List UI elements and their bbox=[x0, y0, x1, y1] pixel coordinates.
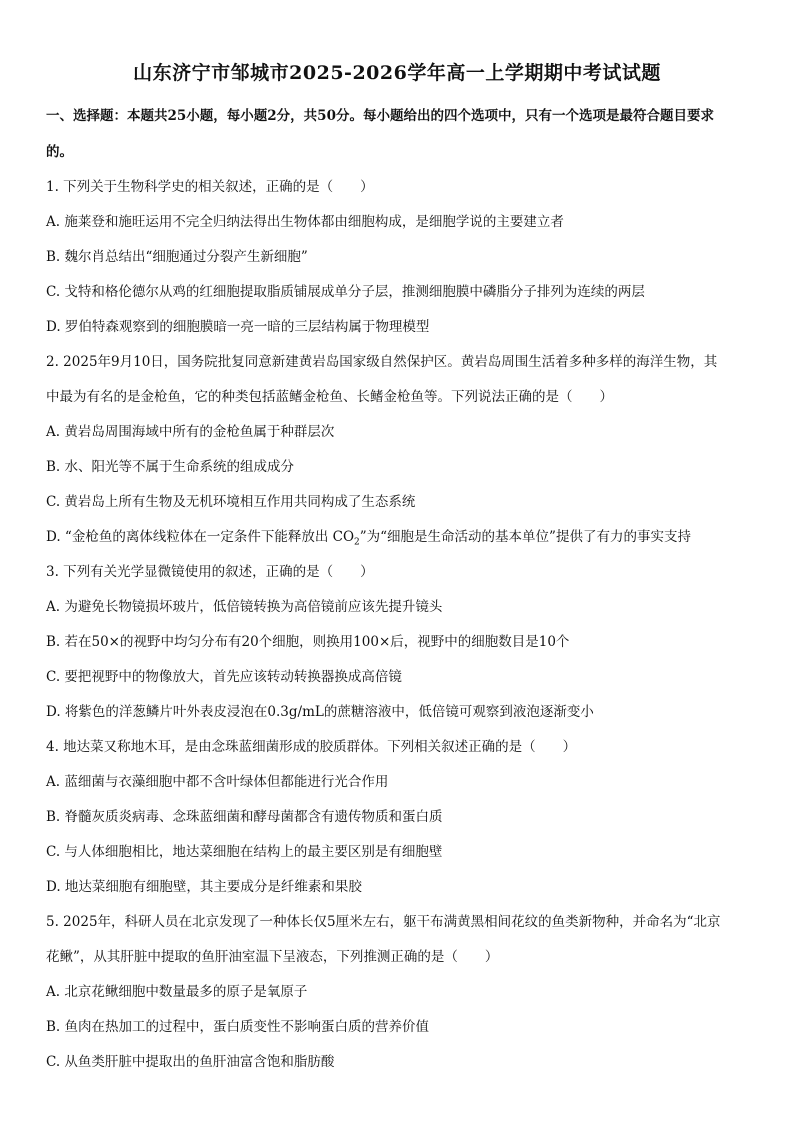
option-d-text-pre: D. “金枪鱼的离体线粒体在一定条件下能释放出 CO bbox=[46, 529, 355, 545]
question-5 bbox=[46, 905, 748, 1080]
section-instructions-line2: 的。 bbox=[46, 144, 73, 160]
option-a: A. 蓝细菌与衣藻细胞中都不含叶绿体但都能进行光合作用 bbox=[46, 774, 389, 790]
option-a: A. 施莱登和施旺运用不完全归纳法得出生物体都由细胞构成，是细胞学说的主要建立者 bbox=[46, 214, 564, 230]
question-stem-line2: 花鳅”，从其肝脏中提取的鱼肝油室温下呈液态，下列推测正确的是（ ） bbox=[46, 949, 499, 965]
question-1 bbox=[46, 170, 748, 345]
option-b: B. 水、阳光等不属于生命系统的组成成分 bbox=[46, 459, 295, 475]
question-stem: 1. 下列关于生物科学史的相关叙述，正确的是（ ） bbox=[46, 179, 374, 195]
option-c: C. 戈特和格伦德尔从鸡的红细胞提取脂质铺展成单分子层，推测细胞膜中磷脂分子排列为连续的两层 bbox=[46, 284, 645, 300]
option-b: B. 脊髓灰质炎病毒、念珠蓝细菌和酵母菌都含有遗传物质和蛋白质 bbox=[46, 809, 443, 825]
option-b: B. 鱼肉在热加工的过程中，蛋白质变性不影响蛋白质的营养价值 bbox=[46, 1019, 430, 1035]
option-c: C. 黄岩岛上所有生物及无机环境相互作用共同构成了生态系统 bbox=[46, 494, 416, 510]
option-b: B. 若在50×的视野中均匀分布有20个细胞，则换用100×后，视野中的细胞数目是10个 bbox=[46, 634, 570, 650]
question-stem: 4. 地达菜又称地木耳，是由念珠蓝细菌形成的胶质群体。下列相关叙述正确的是（ ） bbox=[46, 739, 577, 755]
option-d-subscript: 2 bbox=[354, 537, 360, 548]
option-a: A. 为避免长物镜损坏玻片，低倍镜转换为高倍镜前应该先提升镜头 bbox=[46, 599, 443, 615]
question-2 bbox=[46, 345, 748, 555]
option-a: A. 黄岩岛周围海域中所有的金枪鱼属于种群层次 bbox=[46, 424, 335, 440]
option-d bbox=[46, 520, 748, 555]
question-4 bbox=[46, 730, 748, 905]
option-c: C. 要把视野中的物像放大，首先应该转动转换器换成高倍镜 bbox=[46, 669, 402, 685]
option-c: C. 与人体细胞相比，地达菜细胞在结构上的最主要区别是有细胞壁 bbox=[46, 844, 443, 860]
question-stem-line2: 中最为有名的是金枪鱼，它的种类包括蓝鳍金枪鱼、长鳍金枪鱼等。下列说法正确的是（ ） bbox=[46, 389, 613, 405]
question-stem: 3. 下列有关光学显微镜使用的叙述，正确的是（ ） bbox=[46, 564, 374, 580]
option-a: A. 北京花鳅细胞中数量最多的原子是氧原子 bbox=[46, 984, 308, 1000]
option-d: D. 将紫色的洋葱鳞片叶外表皮浸泡在0.3g/mL的蔗糖溶液中，低倍镜可观察到液泡逐渐变小 bbox=[46, 704, 594, 720]
option-c: C. 从鱼类肝脏中提取出的鱼肝油富含饱和脂肪酸 bbox=[46, 1054, 335, 1070]
option-b: B. 魏尔肖总结出“细胞通过分裂产生新细胞” bbox=[46, 249, 308, 265]
exam-title: 山东济宁市邹城市2025-2026学年高一上学期期中考试试题 bbox=[133, 62, 661, 84]
section-instructions-line1: 一、选择题：本题共25小题，每小题2分，共50分。每小题给出的四个选项中，只有一个选项是最符合题目要求 bbox=[46, 108, 714, 124]
option-d-text-post: ”为“细胞是生命活动的基本单位”提供了有力的事实支持 bbox=[359, 529, 691, 545]
question-stem-line1: 5. 2025年，科研人员在北京发现了一种体长仅5厘米左右，躯干布满黄黑相间花纹的鱼类新物种，并命名为“北京 bbox=[46, 914, 721, 930]
option-d: D. 罗伯特森观察到的细胞膜暗一亮一暗的三层结构属于物理模型 bbox=[46, 319, 430, 335]
question-stem-line1: 2. 2025年9月10日，国务院批复同意新建黄岩岛国家级自然保护区。黄岩岛周围生活着多种多样的海洋生物，其 bbox=[46, 354, 718, 370]
option-d: D. 地达菜细胞有细胞壁，其主要成分是纤维素和果胶 bbox=[46, 879, 362, 895]
question-3 bbox=[46, 555, 748, 730]
